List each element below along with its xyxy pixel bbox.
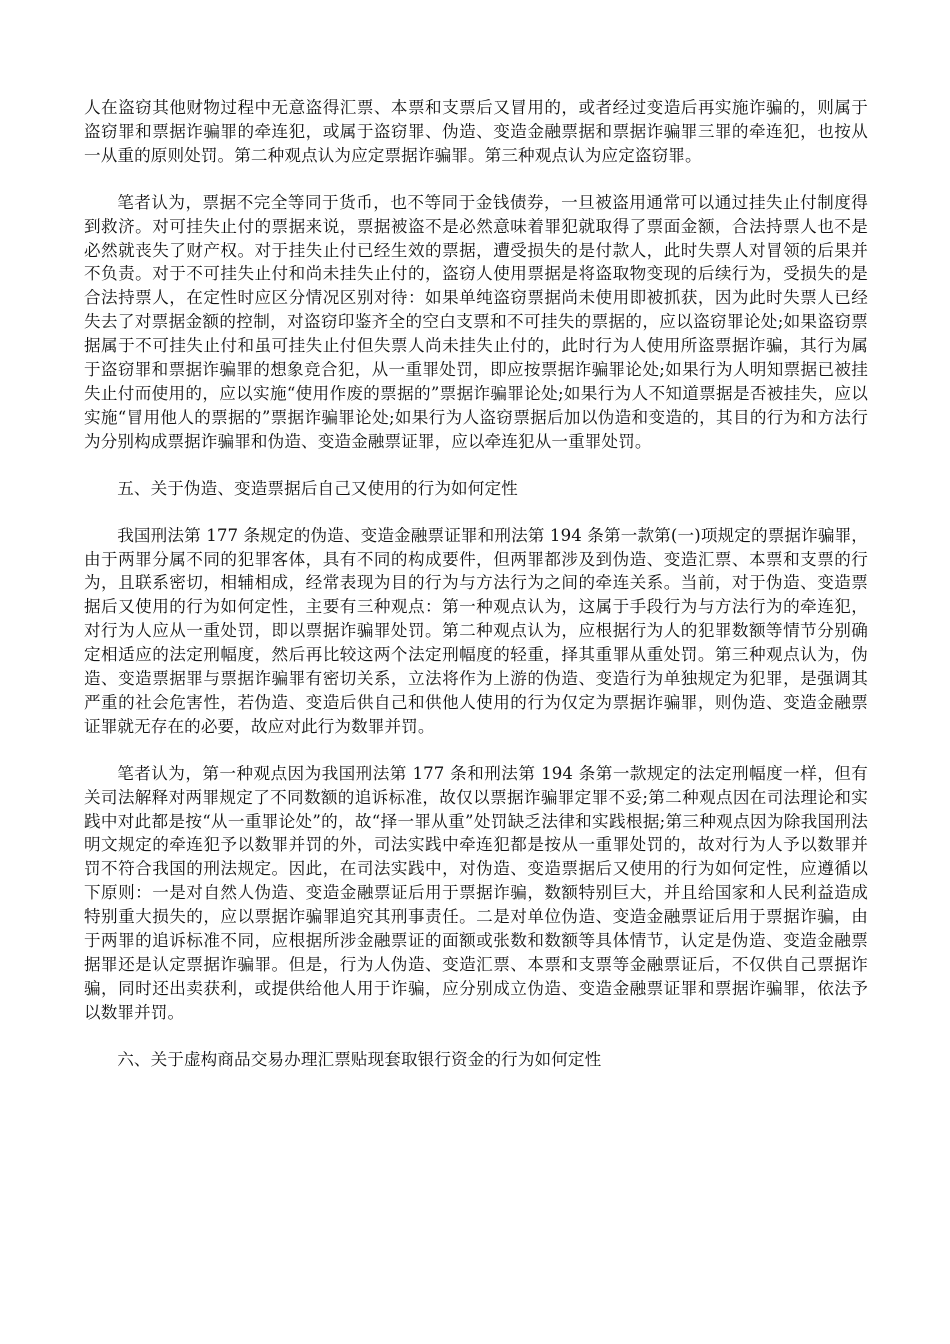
paragraph-author-view-theft: 笔者认为，票据不完全等同于货币，也不等同于金钱债券，一旦被盗用通常可以通过挂失止付制度得到救济。对可挂失止付的票据来说，票据被盗不是必然意味着罪犯就取得了票面金额，合法持票人也不是必然就丧失了财产权。对于挂失止付已经生效的票据，遭受损失的是付款人，此时失票人对冒领的后果并不负责。对于不可挂失止付和尚未挂失止付的，盗窃人使用票据是将盗取物变现的后续行为，受损失的是合法持票人，在定性时应区分情况区别对待：如果单纯盗窃票据尚未使用即被抓获，因为此时失票人已经失去了对票据金额的控制，对盗窃印鉴齐全的空白支票和不可挂失的票据的，应以盗窃罪论处;如果盗窃票据属于不可挂失止付和虽可挂失止付但失票人尚未挂失止付的，此时行为人使用所盗票据诈骗，其行为属于盗窃罪和票据诈骗罪的想象竞合犯，从一重罪处罚，即应按票据诈骗罪论处;如果行为人明知票据已被挂失止付而使用的，应以实施“使用作废的票据的”票据诈骗罪论处;如果行为人不知道票据是否被挂失，应以实施“冒用他人的票据的”票据诈骗罪论处;如果行为人盗窃票据后加以伪造和变造的，其目的行为和方法行为分别构成票据诈骗罪和伪造、变造金融票证罪，应以牵连犯从一重罪处罚。 [84,192,868,451]
section-heading-6: 六、关于虚构商品交易办理汇票贴现套取银行资金的行为如何定性 [117,1049,602,1069]
section-heading-5: 五、关于伪造、变造票据后自己又使用的行为如何定性 [117,478,518,498]
paragraph-author-view-forgery: 笔者认为，第一种观点因为我国刑法第 177 条和刑法第 194 条第一款规定的法定刑幅度一样，但有关司法解释对两罪规定了不同数额的追诉标准，故仅以票据诈骗罪定罪不妥;第二种观点因在司法理论和实践中对此都是按“从一重罪论处”的，故“择一罪从重”处罚缺乏法律和实践根据;第三种观点因为除我国刑法明文规定的牵连犯予以数罪并罚的外，司法实践中牵连犯都是按从一重罪处罚的，故对行为人予以数罪并罚不符合我国的刑法规定。因此，在司法实践中，对伪造、变造票据后又使用的行为如何定性，应遵循以下原则：一是对自然人伪造、变造金融票证后用于票据诈骗，数额特别巨大，并且给国家和人民利益造成特别重大损失的，应以票据诈骗罪追究其刑事责任。二是对单位伪造、变造金融票证后用于票据诈骗，由于两罪的追诉标准不同，应根据所涉金融票证的面额或张数和数额等具体情节，认定是伪造、变造金融票据罪还是认定票据诈骗罪。但是，行为人伪造、变造汇票、本票和支票等金融票证后，不仅供自己票据诈骗，同时还出卖获利，或提供给他人用于诈骗，应分别成立伪造、变造金融票证罪和票据诈骗罪，依法予以数罪并罚。 [84,763,868,1022]
paragraph-forgery-views: 我国刑法第 177 条规定的伪造、变造金融票证罪和刑法第 194 条第一款第(一)项规定的票据诈骗罪，由于两罪分属不同的犯罪客体，具有不同的构成要件，但两罪都涉及到伪造、变造汇票、本票和支票的行为，且联系密切，相辅相成，经常表现为目的行为与方法行为之间的牵连关系。当前，对于伪造、变造票据后又使用的行为如何定性，主要有三种观点：第一种观点认为，这属于手段行为与方法行为的牵连犯，对行为人应从一重处罚，即以票据诈骗罪处罚。第二种观点认为，应根据行为人的犯罪数额等情节分别确定相适应的法定刑幅度，然后再比较这两个法定刑幅度的轻重，择其重罪从重处罚。第三种观点认为，伪造、变造票据罪与票据诈骗罪有密切关系，立法将作为上游的伪造、变造行为单独规定为犯罪，是强调其严重的社会危害性，若伪造、变造后供自己和供他人使用的行为仅定为票据诈骗罪，则伪造、变造金融票证罪就无存在的必要，故应对此行为数罪并罚。 [84,525,868,736]
document-page [84,96,868,1095]
paragraph-continuation: 人在盗窃其他财物过程中无意盗得汇票、本票和支票后又冒用的，或者经过变造后再实施诈骗的，则属于盗窃罪和票据诈骗罪的牵连犯，或属于盗窃罪、伪造、变造金融票据和票据诈骗罪三罪的牵连犯，也按从一从重的原则处罚。第二种观点认为应定票据诈骗罪。第三种观点认为应定盗窃罪。 [84,98,868,165]
